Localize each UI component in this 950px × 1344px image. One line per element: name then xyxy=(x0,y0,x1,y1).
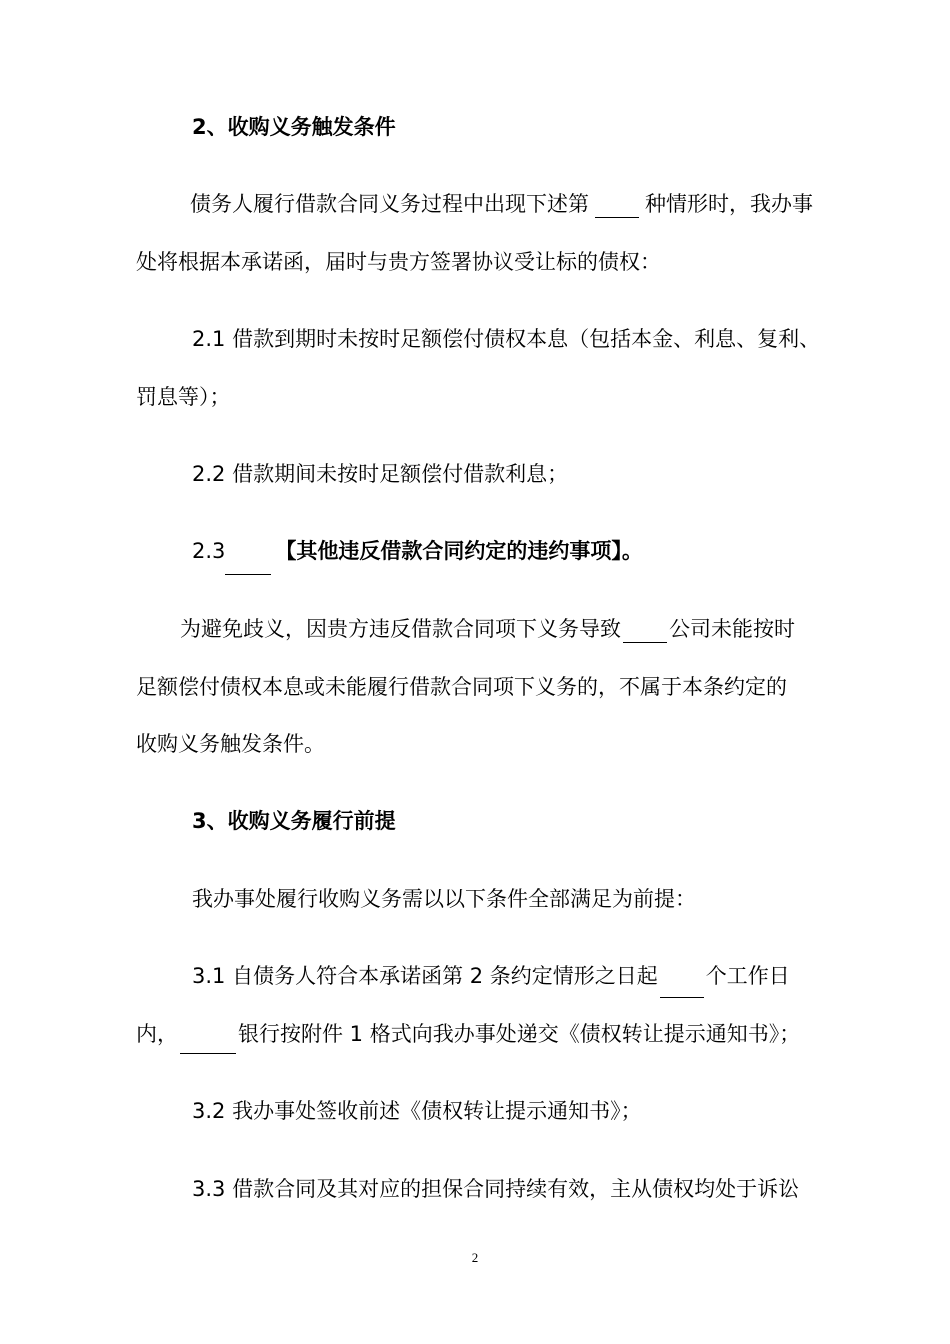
fill-blank xyxy=(623,618,667,643)
text-fragment: 为避免歧义，因贵方违反借款合同项下义务导致 xyxy=(180,617,621,641)
item-3-1-line2 xyxy=(136,1020,800,1048)
text-fragment: 3.1 自债务人符合本承诺函第 2 条约定情形之日起 xyxy=(192,964,658,988)
text-fragment: 内， xyxy=(136,1022,178,1046)
fill-blank xyxy=(595,193,639,218)
section-2-intro-line1 xyxy=(190,190,813,218)
fill-blank xyxy=(225,550,271,575)
item-2-1-line2: 罚息等）； xyxy=(136,385,231,409)
page-number: 2 xyxy=(471,1250,479,1265)
item-3-3: 3.3 借款合同及其对应的担保合同持续有效，主从债权均处于诉讼 xyxy=(192,1177,800,1201)
section-2-intro-line2: 处将根据本承诺函，届时与贵方签署协议受让标的债权： xyxy=(136,250,661,274)
note-line1 xyxy=(180,615,795,643)
item-number: 2.3 xyxy=(192,539,226,563)
text-fragment: 公司未能按时 xyxy=(669,617,795,641)
item-2-2: 2.2 借款期间未按时足额偿付借款利息； xyxy=(192,462,569,486)
fill-blank xyxy=(180,1029,236,1054)
text-fragment: 种情形时，我办事 xyxy=(645,192,813,216)
text-fragment: 【其他违反借款合同约定的违约事项】。 xyxy=(275,539,643,563)
item-3-2: 3.2 我办事处签收前述《债权转让提示通知书》； xyxy=(192,1099,642,1123)
item-2-1-line1: 2.1 借款到期时未按时足额偿付债权本息（包括本金、利息、复利、 xyxy=(192,327,821,351)
section-3-intro: 我办事处履行收购义务需以以下条件全部满足为前提： xyxy=(192,887,696,911)
fill-blank xyxy=(660,973,704,998)
item-3-1-line1 xyxy=(192,962,790,990)
text-fragment: 个工作日 xyxy=(705,964,790,988)
item-2-3 xyxy=(192,537,643,565)
note-line2: 足额偿付债权本息或未能履行借款合同项下义务的，不属于本条约定的 xyxy=(136,675,787,699)
text-fragment: 债务人履行借款合同义务过程中出现下述第 xyxy=(190,192,589,216)
section-3-heading: 3、收购义务履行前提 xyxy=(192,809,396,833)
section-2-heading: 2、收购义务触发条件 xyxy=(192,115,396,139)
note-line3: 收购义务触发条件。 xyxy=(136,732,325,756)
text-fragment: 银行按附件 1 格式向我办事处递交《债权转让提示通知书》； xyxy=(238,1022,801,1046)
